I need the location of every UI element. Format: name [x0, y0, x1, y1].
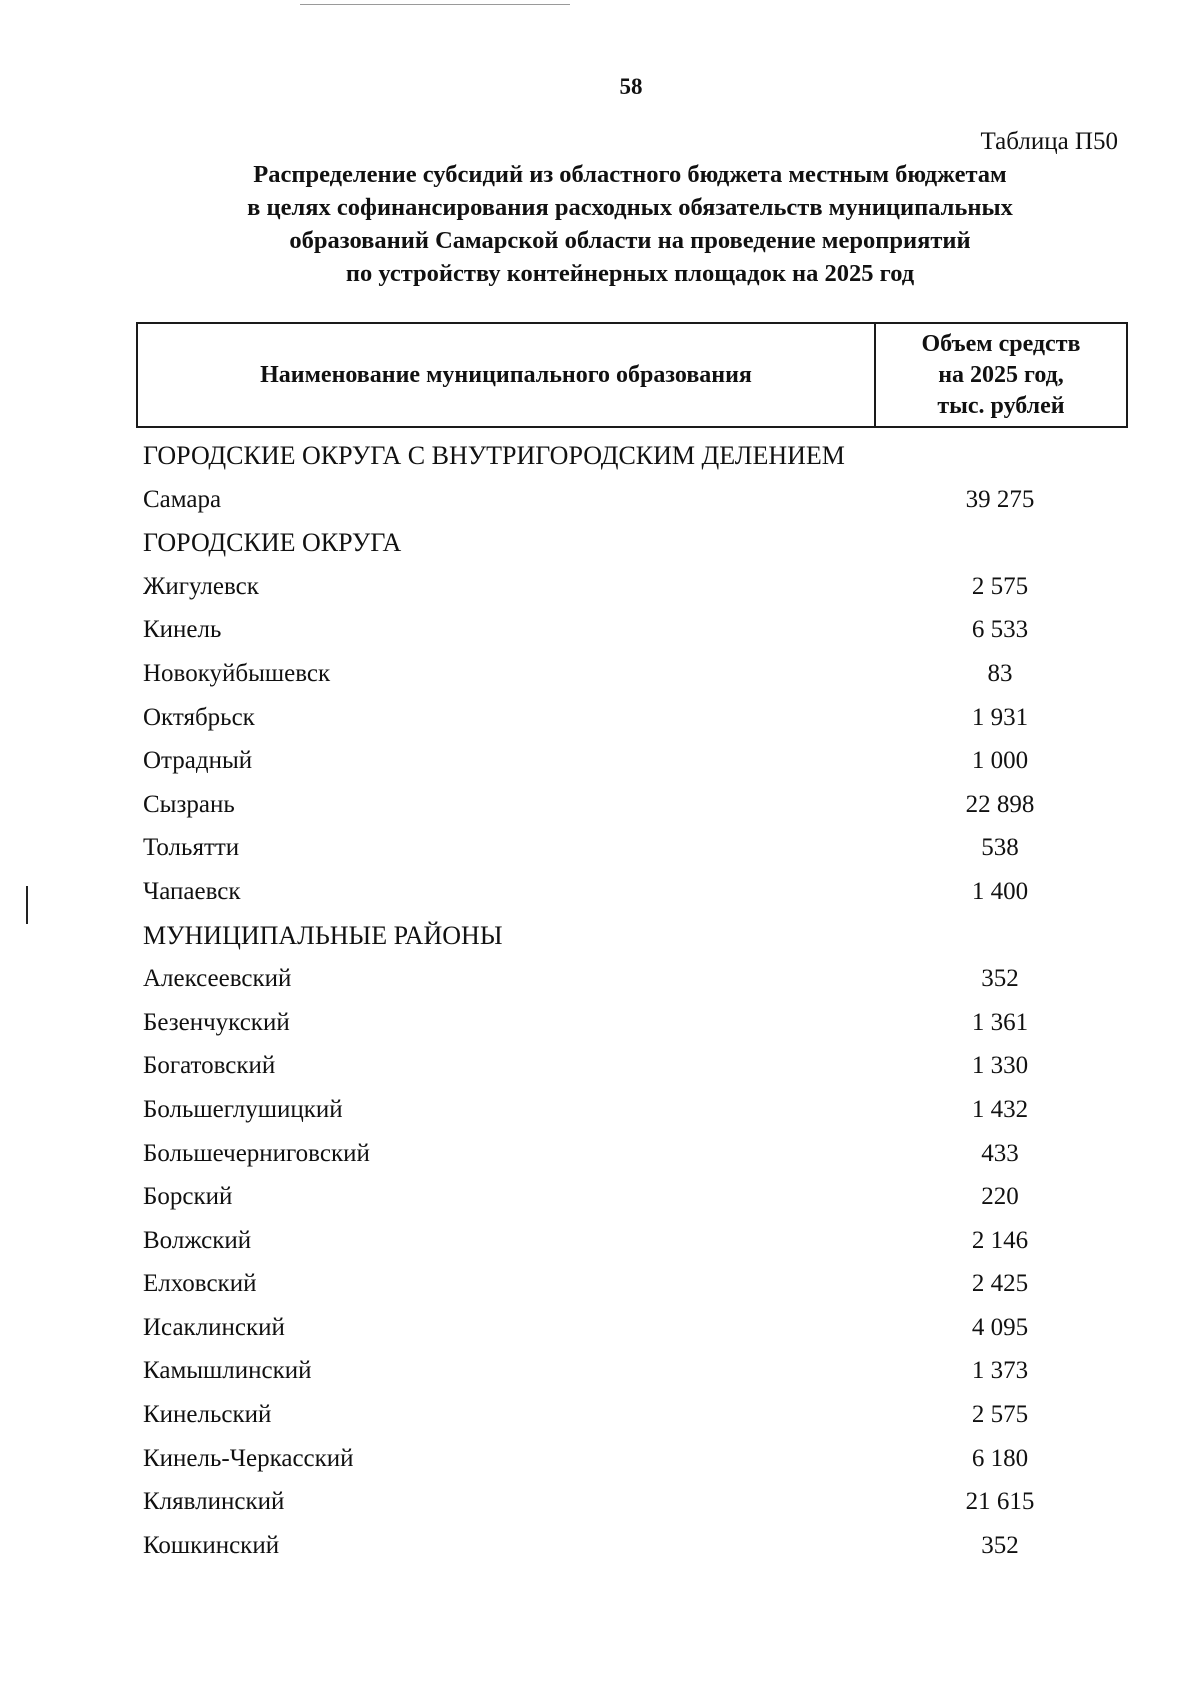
municipality-name: Алексеевский — [143, 965, 292, 993]
table-row — [0, 1132, 1200, 1176]
table-row — [0, 1480, 1200, 1524]
table-row — [0, 957, 1200, 1001]
municipality-name: Кинель-Черкасский — [143, 1444, 354, 1472]
column-header-volume-line: Объем средств — [921, 330, 1081, 357]
column-header-volume-line: на 2025 год, — [938, 361, 1064, 388]
title-line: по устройству контейнерных площадок на 2025 год — [345, 260, 915, 287]
funding-value: 1 931 — [971, 703, 1029, 731]
municipality-name: Жигулевск — [143, 572, 259, 600]
section-heading-row — [0, 914, 1200, 958]
section-heading-row — [0, 434, 1200, 478]
municipality-name: Борский — [143, 1183, 233, 1211]
municipality-name: Кинельский — [143, 1401, 272, 1429]
municipality-name: Безенчукский — [143, 1008, 290, 1036]
municipality-name: Клявлинский — [143, 1488, 285, 1516]
table-row — [0, 739, 1200, 783]
page-number: 58 — [619, 74, 643, 99]
funding-value: 1 432 — [971, 1095, 1029, 1123]
section-heading: МУНИЦИПАЛЬНЫЕ РАЙОНЫ — [143, 920, 503, 950]
funding-value: 352 — [981, 1531, 1019, 1559]
table-row — [0, 1262, 1200, 1306]
funding-value: 2 575 — [971, 572, 1029, 600]
municipality-name: Елховский — [143, 1270, 257, 1298]
funding-value: 39 275 — [965, 485, 1035, 513]
scan-edge-line — [300, 4, 570, 5]
table-row — [0, 1219, 1200, 1263]
municipality-name: Чапаевск — [143, 877, 241, 905]
funding-value: 538 — [981, 834, 1019, 862]
municipality-name: Самара — [143, 485, 222, 513]
municipality-name: Тольятти — [143, 834, 240, 862]
title-line: образований Самарской области на проведение мероприятий — [289, 227, 971, 254]
table-row — [0, 696, 1200, 740]
funding-value: 2 575 — [971, 1401, 1029, 1429]
title-line: Распределение субсидий из областного бюджета местным бюджетам — [253, 161, 1007, 188]
table-row — [0, 1349, 1200, 1393]
table-row — [0, 652, 1200, 696]
funding-value: 1 000 — [971, 747, 1029, 775]
title-line: в целях софинансирования расходных обязательств муниципальных — [247, 194, 1013, 221]
funding-value: 220 — [981, 1183, 1019, 1211]
funding-value: 21 615 — [965, 1488, 1035, 1516]
section-heading: ГОРОДСКИЕ ОКРУГА — [143, 528, 402, 558]
municipality-name: Большечерниговский — [143, 1139, 370, 1167]
section-heading-row — [0, 521, 1200, 565]
column-header-volume — [876, 324, 1126, 426]
funding-value: 22 898 — [965, 790, 1035, 818]
municipality-name: Исаклинский — [143, 1313, 285, 1341]
funding-value: 352 — [981, 965, 1019, 993]
municipality-name: Отрадный — [143, 747, 253, 775]
municipality-name: Камышлинский — [143, 1357, 312, 1385]
table-row — [0, 1088, 1200, 1132]
table-row — [0, 1001, 1200, 1045]
table-row — [0, 826, 1200, 870]
municipality-name: Богатовский — [143, 1052, 276, 1080]
table-row — [0, 1306, 1200, 1350]
table-body — [0, 434, 1200, 1567]
funding-value: 1 400 — [971, 877, 1029, 905]
document-title — [130, 158, 1130, 290]
table-row — [0, 478, 1200, 522]
funding-value: 83 — [987, 659, 1013, 687]
funding-value: 2 425 — [971, 1270, 1029, 1298]
table-label: Таблица П50 — [980, 128, 1118, 155]
table-header — [136, 322, 1128, 428]
column-header-name: Наименование муниципального образования — [138, 324, 876, 426]
table-row — [0, 783, 1200, 827]
municipality-name: Октябрьск — [143, 703, 255, 731]
municipality-name: Большеглушицкий — [143, 1095, 343, 1123]
funding-value: 4 095 — [971, 1313, 1029, 1341]
column-header-volume-line: тыс. рублей — [937, 392, 1065, 419]
funding-value: 2 146 — [971, 1226, 1029, 1254]
table-row — [0, 1393, 1200, 1437]
funding-value: 1 330 — [971, 1052, 1029, 1080]
funding-value: 1 373 — [971, 1357, 1029, 1385]
table-row — [0, 1524, 1200, 1568]
funding-value: 6 180 — [971, 1444, 1029, 1472]
municipality-name: Волжский — [143, 1226, 252, 1254]
municipality-name: Сызрань — [143, 790, 235, 818]
table-row — [0, 1175, 1200, 1219]
funding-value: 6 533 — [971, 616, 1029, 644]
table-row — [0, 1044, 1200, 1088]
table-row — [0, 565, 1200, 609]
funding-value: 1 361 — [971, 1008, 1029, 1036]
table-row — [0, 1437, 1200, 1481]
section-heading: ГОРОДСКИЕ ОКРУГА С ВНУТРИГОРОДСКИМ ДЕЛЕНИЕМ — [143, 441, 845, 470]
municipality-name: Новокуйбышевск — [143, 659, 331, 687]
table-row — [0, 608, 1200, 652]
funding-value: 433 — [981, 1139, 1019, 1167]
municipality-name: Кинель — [143, 616, 222, 644]
municipality-name: Кошкинский — [143, 1531, 280, 1559]
table-row — [0, 870, 1200, 914]
